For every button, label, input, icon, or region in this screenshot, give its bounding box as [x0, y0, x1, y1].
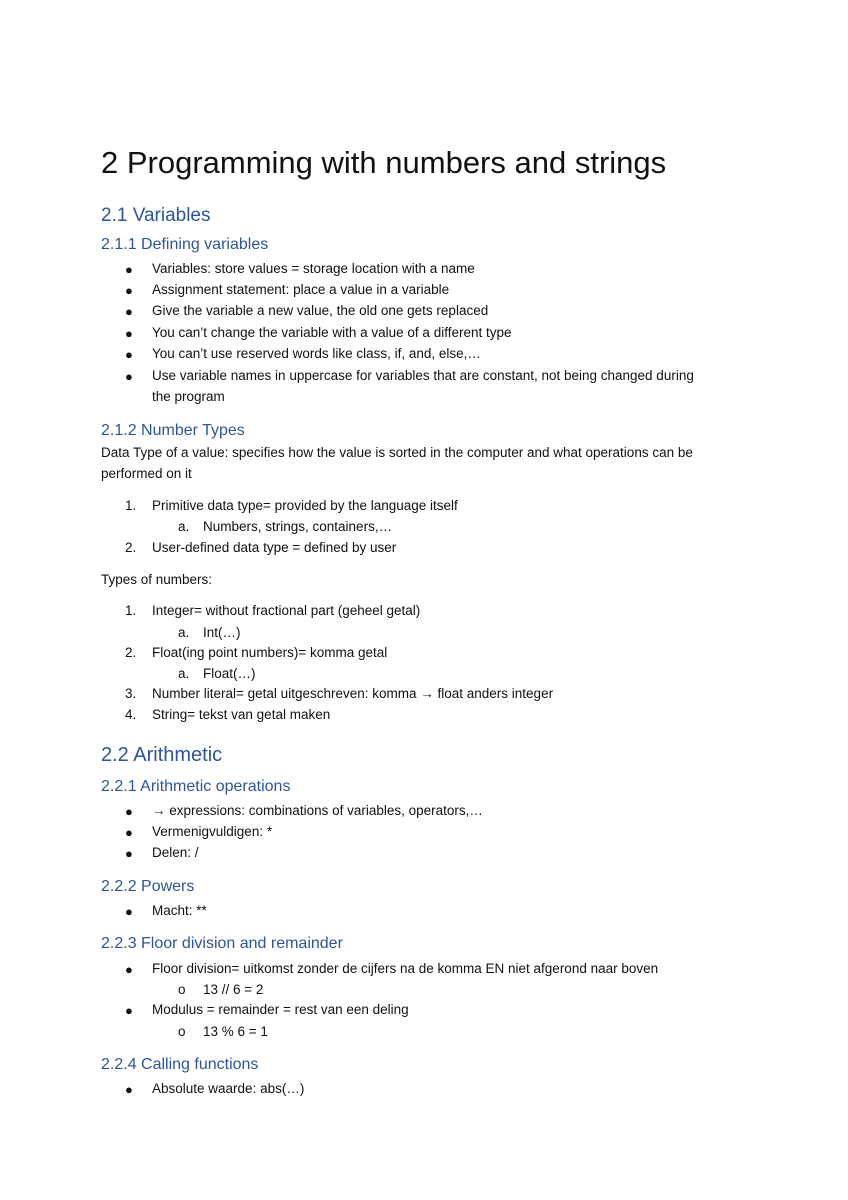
list-item: Primitive data type= provided by the language itself: [152, 498, 458, 513]
page-title: 2 Programming with numbers and strings: [101, 145, 667, 180]
sub-bullet-icon: o: [178, 982, 186, 997]
list-item: Numbers, strings, containers,…: [203, 519, 393, 534]
list-item: Assignment statement: place a value in a variable: [152, 282, 450, 297]
heading-2-2-1: 2.2.1 Arithmetic operations: [101, 778, 291, 795]
heading-2-2: 2.2 Arithmetic: [101, 744, 223, 766]
list-item: Number literal= getal uitgeschreven: komma → float anders integer: [152, 686, 554, 701]
list-item: → expressions: combinations of variables, operators,…: [152, 803, 483, 818]
heading-2-2-4: 2.2.4 Calling functions: [101, 1056, 259, 1073]
bullet-icon: ●: [125, 347, 133, 362]
list-item: Use variable names in uppercase for variables that are constant, not being changed during: [152, 368, 694, 383]
list-item: Macht: **: [152, 903, 207, 918]
bullet-icon: ●: [125, 1082, 133, 1097]
list-item: String= tekst van getal maken: [152, 707, 331, 722]
bullet-icon: ●: [125, 262, 133, 277]
list-marker: 1.: [125, 603, 137, 618]
bullet-icon: ●: [125, 804, 133, 819]
list-item: Integer= without fractional part (geheel getal): [152, 603, 421, 618]
heading-2-1-1: 2.1.1 Defining variables: [101, 236, 269, 253]
list-item: You can’t use reserved words like class, if, and, else,…: [152, 346, 481, 361]
list-item: Int(…): [203, 625, 241, 640]
list-item: Variables: store values = storage location with a name: [152, 261, 475, 276]
heading-2-2-3: 2.2.3 Floor division and remainder: [101, 935, 343, 952]
list-item: Give the variable a new value, the old one gets replaced: [152, 303, 489, 318]
list-item: 13 // 6 = 2: [203, 982, 264, 997]
list-item: Floor division= uitkomst zonder de cijfers na de komma EN niet afgerond naar boven: [152, 961, 659, 976]
list-item: Delen: /: [152, 845, 199, 860]
bullet-icon: ●: [125, 846, 133, 861]
list-marker: 3.: [125, 686, 137, 701]
bullet-icon: ●: [125, 326, 133, 341]
list-marker: 2.: [125, 540, 137, 555]
bullet-icon: ●: [125, 283, 133, 298]
list-item: Float(ing point numbers)= komma getal: [152, 645, 388, 660]
paragraph-line: Data Type of a value: specifies how the value is sorted in the computer and what operations can be: [101, 445, 693, 460]
list-item: Vermenigvuldigen: *: [152, 824, 273, 839]
paragraph-line: Types of numbers:: [101, 572, 213, 587]
bullet-icon: ●: [125, 962, 133, 977]
list-item: You can’t change the variable with a value of a different type: [152, 325, 512, 340]
list-item: Float(…): [203, 666, 256, 681]
list-marker: a.: [178, 519, 190, 534]
heading-2-2-2: 2.2.2 Powers: [101, 878, 195, 895]
list-marker: 2.: [125, 645, 137, 660]
bullet-icon: ●: [125, 1003, 133, 1018]
list-marker: 4.: [125, 707, 137, 722]
sub-bullet-icon: o: [178, 1024, 186, 1039]
bullet-icon: ●: [125, 904, 133, 919]
list-item: 13 % 6 = 1: [203, 1024, 268, 1039]
list-marker: a.: [178, 666, 190, 681]
bullet-icon: ●: [125, 825, 133, 840]
bullet-icon: ●: [125, 369, 133, 384]
list-item: Modulus = remainder = rest van een deling: [152, 1002, 409, 1017]
paragraph-line: performed on it: [101, 466, 192, 481]
list-item-continuation: the program: [152, 389, 225, 404]
heading-2-1: 2.1 Variables: [101, 205, 211, 226]
heading-2-1-2: 2.1.2 Number Types: [101, 422, 245, 439]
list-marker: 1.: [125, 498, 137, 513]
bullet-icon: ●: [125, 304, 133, 319]
list-item: Absolute waarde: abs(…): [152, 1081, 305, 1096]
list-item: User-defined data type = defined by user: [152, 540, 397, 555]
list-marker: a.: [178, 625, 190, 640]
